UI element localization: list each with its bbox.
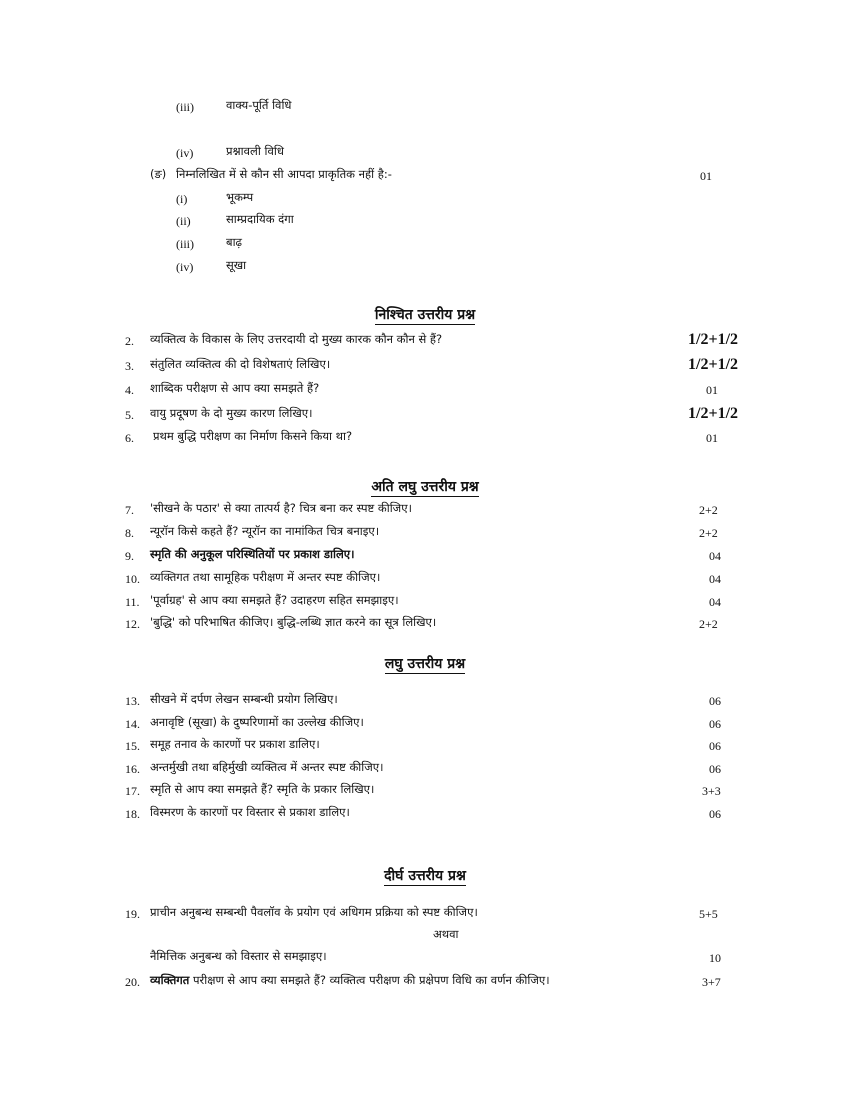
question-number: 6.: [125, 431, 134, 445]
question-number: 20.: [125, 975, 140, 989]
question-marks: 06: [709, 807, 721, 821]
question-text: संतुलित व्यक्तित्व की दो विशेषताएं लिखिए।: [150, 357, 331, 371]
option-number: (iv): [176, 146, 194, 160]
question-text: प्रथम बुद्धि परीक्षण का निर्माण किसने किया था?: [153, 429, 353, 443]
question-text: परीक्षण से आप क्या समझते हैं? व्यक्तित्व परीक्षण की प्रक्षेपण विधि का वर्णन कीजिए।: [193, 973, 550, 987]
question-marks: 5+5: [699, 907, 718, 921]
question-number: 16.: [125, 762, 140, 776]
question-text: शाब्दिक परीक्षण से आप क्या समझते हैं?: [150, 381, 320, 395]
option-number: (iii): [176, 237, 194, 251]
question-number: 7.: [125, 503, 134, 517]
question-marks: 06: [709, 739, 721, 753]
question-label: (ङ): [150, 167, 167, 181]
question-text: निम्नलिखित में से कौन सी आपदा प्राकृतिक नहीं है:-: [176, 167, 392, 181]
option-text: बाढ़: [226, 235, 243, 249]
question-text: स्मृति से आप क्या समझते हैं? स्मृति के प्रकार लिखिए।: [150, 782, 375, 796]
bold-prefix: व्यक्तिगत: [150, 973, 190, 987]
question-marks: 3+7: [702, 975, 721, 989]
option-text: साम्प्रदायिक दंगा: [226, 212, 294, 226]
question-marks: 06: [709, 717, 721, 731]
question-marks: 01: [706, 431, 718, 445]
section-heading: दीर्घ उत्तरीय प्रश्न: [384, 868, 466, 884]
question-text: 'सीखने के पठार' से क्या तात्पर्य है? चित्र बना कर स्पष्ट कीजिए।: [150, 501, 412, 515]
section-heading: निश्चित उत्तरीय प्रश्न: [374, 307, 476, 323]
question-text: नैमित्तिक अनुबन्ध को विस्तार से समझाइए।: [150, 949, 327, 963]
option-number: (iii): [176, 100, 194, 114]
question-marks: 1/2+1/2: [688, 356, 739, 373]
question-marks: 10: [709, 951, 721, 965]
option-text: सूखा: [226, 258, 247, 272]
question-text: न्यूरॉन किसे कहते हैं? न्यूरॉन का नामांकित चित्र बनाइए।: [150, 524, 380, 538]
question-number: 19.: [125, 907, 140, 921]
option-text: प्रश्नावली विधि: [226, 144, 284, 158]
question-marks: 1/2+1/2: [688, 331, 739, 348]
question-text: व्यक्तिगत तथा सामूहिक परीक्षण में अन्तर स्पष्ट कीजिए।: [150, 570, 381, 584]
option-number: (i): [176, 192, 188, 206]
question-text: 'बुद्धि' को परिभाषित कीजिए। बुद्धि-लब्धि ज्ञात करने का सूत्र लिखिए।: [150, 615, 437, 629]
question-marks: 2+2: [699, 617, 718, 631]
question-marks: 06: [709, 694, 721, 708]
question-number: 18.: [125, 807, 140, 821]
question-text: समूह तनाव के कारणों पर प्रकाश डालिए।: [150, 737, 320, 751]
question-number: 13.: [125, 694, 140, 708]
question-number: 12.: [125, 617, 140, 631]
question-text: विस्मरण के कारणों पर विस्तार से प्रकाश डालिए।: [150, 805, 350, 819]
question-number: 2.: [125, 334, 134, 348]
question-marks: 01: [706, 383, 718, 397]
question-number: 15.: [125, 739, 140, 753]
question-text-20: [150, 975, 550, 987]
question-number: 11.: [125, 595, 140, 609]
question-marks: 2+2: [699, 526, 718, 540]
question-marks: 06: [709, 762, 721, 776]
question-number: 17.: [125, 784, 140, 798]
option-text: भूकम्प: [226, 190, 254, 204]
question-marks: 1/2+1/2: [688, 405, 739, 422]
question-marks: 3+3: [702, 784, 721, 798]
question-number: 3.: [125, 359, 134, 373]
question-number: 5.: [125, 408, 134, 422]
option-text: वाक्य-पूर्ति विधि: [226, 98, 292, 112]
question-number: 8.: [125, 526, 134, 540]
question-number: 4.: [125, 383, 134, 397]
question-text: व्यक्तित्व के विकास के लिए उत्तरदायी दो मुख्य कारक कौन कौन से हैं?: [150, 332, 443, 346]
question-text: अनावृष्टि (सूखा) के दुष्परिणामों का उल्लेख कीजिए।: [150, 715, 364, 729]
question-marks: 2+2: [699, 503, 718, 517]
question-text: वायु प्रदूषण के दो मुख्य कारण लिखिए।: [150, 406, 313, 420]
option-number: (iv): [176, 260, 194, 274]
question-marks: 04: [709, 549, 721, 563]
question-number: 10.: [125, 572, 140, 586]
question-text: 'पूर्वाग्रह' से आप क्या समझते हैं? उदाहरण सहित समझाइए।: [150, 593, 399, 607]
or-divider: अथवा: [433, 927, 459, 941]
question-marks: 01: [700, 169, 712, 183]
option-number: (ii): [176, 214, 191, 228]
question-text: प्राचीन अनुबन्ध सम्बन्धी पैवलॉव के प्रयोग एवं अधिगम प्रक्रिया को स्पष्ट कीजिए।: [150, 905, 478, 919]
question-text: अन्तर्मुखी तथा बहिर्मुखी व्यक्तित्व में अन्तर स्पष्ट कीजिए।: [150, 760, 384, 774]
section-heading: अति लघु उत्तरीय प्रश्न: [371, 479, 479, 495]
section-heading: लघु उत्तरीय प्रश्न: [384, 656, 466, 672]
question-marks: 04: [709, 572, 721, 586]
question-text: सीखने में दर्पण लेखन सम्बन्धी प्रयोग लिखिए।: [150, 692, 338, 706]
question-number: 9.: [125, 549, 134, 563]
question-number: 14.: [125, 717, 140, 731]
question-text: स्मृति की अनुकूल परिस्थितियों पर प्रकाश डालिए।: [150, 547, 355, 561]
question-marks: 04: [709, 595, 721, 609]
